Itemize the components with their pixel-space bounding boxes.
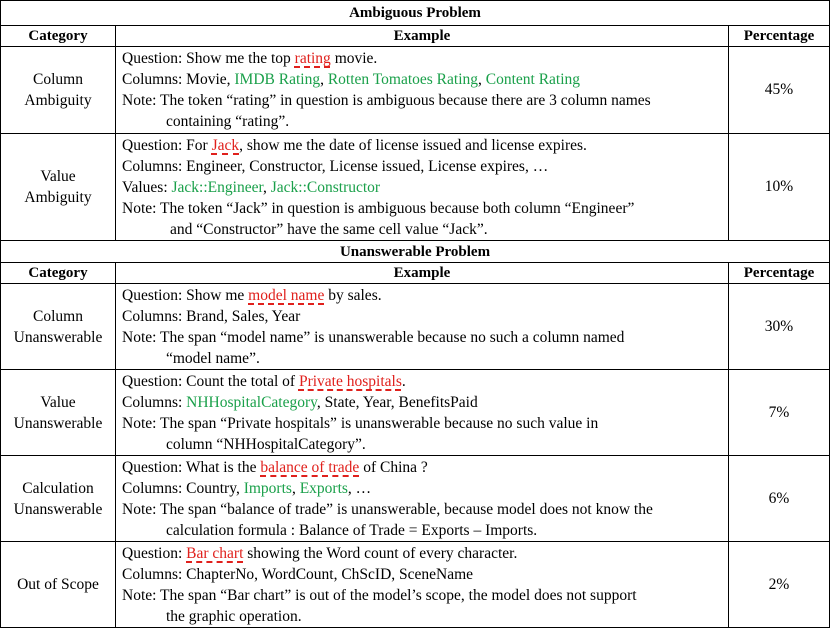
highlight-span: Jack — [211, 137, 240, 154]
note-line: column “NHHospitalCategory”. — [166, 436, 366, 453]
question-line: Question: Show me model name by sales. — [122, 287, 382, 304]
category-header: Category — [1, 263, 116, 284]
header-row — [1, 263, 830, 284]
highlight-span: balance of trade — [260, 459, 360, 476]
category-line: Ambiguity — [24, 92, 92, 109]
note-line: Note: The span “balance of trade” is unanswerable, because model does not know the — [122, 501, 653, 518]
question-line: Question: What is the balance of trade of China ? — [122, 459, 428, 476]
note-line: Note: The span “model name” is unanswerable because no such a column named — [122, 329, 625, 346]
note-line: “model name”. — [166, 350, 260, 367]
category-line: Column — [33, 307, 83, 325]
matched-column: Imports — [243, 480, 292, 497]
note-line: Note: The token “rating” in question is ambiguous because there are 3 column names — [122, 92, 651, 109]
category-cell — [1, 542, 116, 628]
columns-line: Columns: Engineer, Constructor, License issued, License expires, … — [122, 158, 549, 175]
values-line: Values: Jack::Engineer, Jack::Constructor — [122, 179, 381, 196]
table-row — [1, 47, 830, 134]
note-line: calculation formula : Balance of Trade = Exports – Imports. — [166, 522, 538, 539]
columns-line: Columns: Movie, IMDB Rating, Rotten Tomatoes Rating, Content Rating — [122, 71, 581, 88]
columns-line: Columns: Brand, Sales, Year — [122, 308, 301, 325]
matched-value: Jack::Engineer — [171, 179, 263, 196]
percentage-cell: 30% — [729, 284, 830, 370]
category-cell — [1, 284, 116, 370]
percentage-cell: 10% — [729, 134, 830, 241]
category-line: Column — [33, 71, 83, 88]
percentage-cell: 6% — [729, 456, 830, 542]
note-line: Note: The span “Private hospitals” is unanswerable because no such value in — [122, 415, 599, 432]
example-cell — [116, 134, 729, 241]
table-row — [1, 542, 830, 628]
category-cell — [1, 370, 116, 456]
note-line: Note: The span “Bar chart” is out of the model’s scope, the model does not support — [122, 587, 637, 604]
table-row — [1, 456, 830, 542]
category-line: Unanswerable — [13, 500, 103, 518]
example-cell — [116, 542, 729, 628]
highlight-span: Bar chart — [186, 545, 244, 562]
table-row — [1, 284, 830, 370]
unanswerable-section-row — [1, 241, 830, 263]
category-cell — [1, 456, 116, 542]
highlight-span: rating — [294, 50, 331, 67]
matched-value: Jack::Constructor — [270, 179, 381, 196]
percentage-header: Percentage — [729, 263, 830, 284]
matched-column: Content Rating — [485, 71, 581, 88]
category-cell — [1, 47, 116, 134]
question-line: Question: Count the total of Private hospitals. — [122, 373, 406, 390]
example-header: Example — [116, 263, 729, 284]
percentage-header: Percentage — [729, 26, 830, 47]
ambiguous-section-title: Ambiguous Problem — [1, 1, 830, 26]
question-line: Question: Bar chart showing the Word count of every character. — [122, 545, 518, 562]
percentage-cell: 2% — [729, 542, 830, 628]
category-line: Ambiguity — [24, 189, 92, 206]
matched-column: Rotten Tomatoes Rating — [327, 71, 478, 88]
category-line: Calculation — [22, 479, 94, 497]
unanswerable-section-title: Unanswerable Problem — [1, 241, 830, 263]
note-line: containing “rating”. — [166, 113, 290, 130]
columns-line: Columns: Country, Imports, Exports, … — [122, 480, 372, 497]
category-line: Out of Scope — [17, 576, 99, 593]
matched-column: IMDB Rating — [234, 71, 321, 88]
matched-column: Exports — [299, 480, 348, 497]
category-cell — [1, 134, 116, 241]
note-line: Note: The token “Jack” in question is ambiguous because both column “Engineer” — [122, 200, 635, 217]
highlight-span: model name — [248, 287, 325, 304]
highlight-span: Private hospitals — [298, 373, 402, 390]
category-line: Value — [40, 393, 76, 411]
columns-line: Columns: ChapterNo, WordCount, ChScID, SceneName — [122, 566, 474, 583]
example-cell — [116, 47, 729, 134]
matched-column: NHHospitalCategory — [186, 394, 317, 411]
question-line: Question: Show me the top rating movie. — [122, 50, 378, 67]
ambiguous-section-row — [1, 1, 830, 26]
category-line: Unanswerable — [13, 414, 103, 432]
example-cell — [116, 370, 729, 456]
category-line: Value — [40, 168, 76, 185]
percentage-cell: 45% — [729, 47, 830, 134]
category-line: Unanswerable — [13, 328, 103, 346]
table-row — [1, 370, 830, 456]
note-line: and “Constructor” have the same cell value “Jack”. — [170, 221, 488, 238]
example-header: Example — [116, 26, 729, 47]
example-cell — [116, 284, 729, 370]
category-header: Category — [1, 26, 116, 47]
table-row — [1, 134, 830, 241]
percentage-cell: 7% — [729, 370, 830, 456]
note-line: the graphic operation. — [166, 608, 302, 625]
question-line: Question: For Jack, show me the date of license issued and license expires. — [122, 137, 587, 154]
header-row — [1, 26, 830, 47]
example-cell — [116, 456, 729, 542]
columns-line: Columns: NHHospitalCategory, State, Year, BenefitsPaid — [122, 394, 478, 411]
